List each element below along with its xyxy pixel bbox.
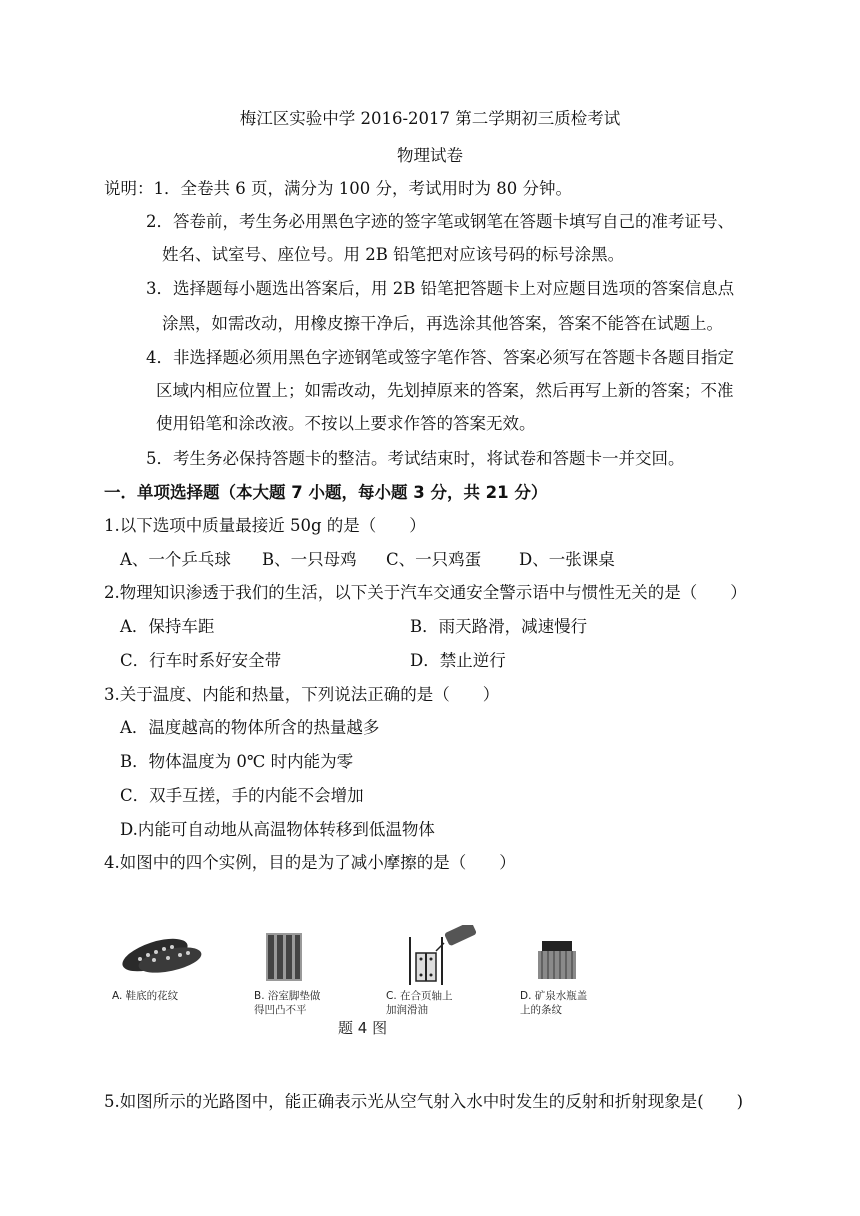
hinge-icon xyxy=(380,925,490,987)
note-3a: 3．选择题每小题选出答案后，用 2B 铅笔把答题卡上对应题目选项的答案信息点 xyxy=(146,279,735,298)
note-4c: 使用铅笔和涂改液。不按以上要求作答的答案无效。 xyxy=(156,414,536,433)
section-heading: 一．单项选择题（本大题 7 小题，每小题 3 分，共 21 分） xyxy=(104,483,548,502)
note-2b: 姓名、试室号、座位号。用 2B 铅笔把对应该号码的标号涂黑。 xyxy=(162,245,625,264)
q2-stem: 2.物理知识渗透于我们的生活，以下关于汽车交通安全警示语中与惯性无关的是（ ） xyxy=(104,583,747,602)
q3-option-c: C．双手互搓，手的内能不会增加 xyxy=(120,786,364,805)
q1-option-a: A、一个乒乓球 xyxy=(120,550,231,569)
hinge-oil-image xyxy=(380,925,490,1025)
q1-stem: 1.以下选项中质量最接近 50g 的是（ ） xyxy=(104,516,426,535)
q1-option-d: D、一张课桌 xyxy=(519,550,615,569)
bath-mat-icon xyxy=(246,925,306,985)
q1-option-c: C、一只鸡蛋 xyxy=(386,550,482,569)
bath-mat-image xyxy=(246,925,356,1025)
q3-stem: 3.关于温度、内能和热量，下列说法正确的是（ ） xyxy=(104,685,500,704)
q4-figure xyxy=(110,925,588,1045)
note-5: 5．考生务必保持答题卡的整洁。考试结束时，将试卷和答题卡一并交回。 xyxy=(146,449,685,468)
q2-option-b: B．雨天路滑，减速慢行 xyxy=(410,617,588,636)
shoe-sole-image xyxy=(110,925,220,1025)
note-4a: 4．非选择题必须用黑色字迹钢笔或签字笔作答、答案必须写在答题卡各题目指定 xyxy=(146,348,734,367)
q3-option-b: B．物体温度为 0℃ 时内能为零 xyxy=(120,752,354,771)
note-1: 说明：1．全卷共 6 页，满分为 100 分，考试用时为 80 分钟。 xyxy=(104,179,572,198)
q3-option-d: D.内能可自动地从高温物体转移到低温物体 xyxy=(120,820,435,839)
note-2a: 2．答卷前，考生务必用黑色字迹的签字笔或钢笔在答题卡填写自己的准考证号、 xyxy=(146,212,734,231)
figure-caption-a: A. 鞋底的花纹 xyxy=(112,990,179,1002)
figure-caption-d: D. 矿泉水瓶盖 上的条纹 xyxy=(520,990,588,1016)
note-4b: 区域内相应位置上；如需改动，先划掉原来的答案，然后再写上新的答案；不准 xyxy=(156,381,734,400)
note-3b: 涂黑，如需改动，用橡皮擦干净后，再选涂其他答案，答案不能答在试题上。 xyxy=(162,314,723,333)
figure-caption-b: B. 浴室脚垫做 得凹凸不平 xyxy=(254,990,321,1016)
q2-option-d: D．禁止逆行 xyxy=(410,651,506,670)
figure-caption-c: C. 在合页轴上 加润滑油 xyxy=(386,990,453,1016)
q2-option-c: C．行车时系好安全带 xyxy=(120,651,282,670)
q4-stem: 4.如图中的四个实例，目的是为了减小摩擦的是（ ） xyxy=(104,853,516,872)
q1-option-b: B、一只母鸡 xyxy=(262,550,357,569)
figure-title: 题 4 图 xyxy=(338,1019,388,1037)
bottle-cap-icon xyxy=(518,925,578,985)
q2-option-a: A．保持车距 xyxy=(120,617,215,636)
q5-stem: 5.如图所示的光路图中，能正确表示光从空气射入水中时发生的反射和折射现象是( ) xyxy=(104,1092,744,1111)
shoe-sole-icon xyxy=(110,925,220,985)
exam-title: 梅江区实验中学 2016-2017 第二学期初三质检考试 xyxy=(239,109,621,128)
q3-option-a: A．温度越高的物体所含的热量越多 xyxy=(120,718,380,737)
exam-subtitle: 物理试卷 xyxy=(397,146,463,165)
bottle-cap-image xyxy=(518,925,628,1025)
